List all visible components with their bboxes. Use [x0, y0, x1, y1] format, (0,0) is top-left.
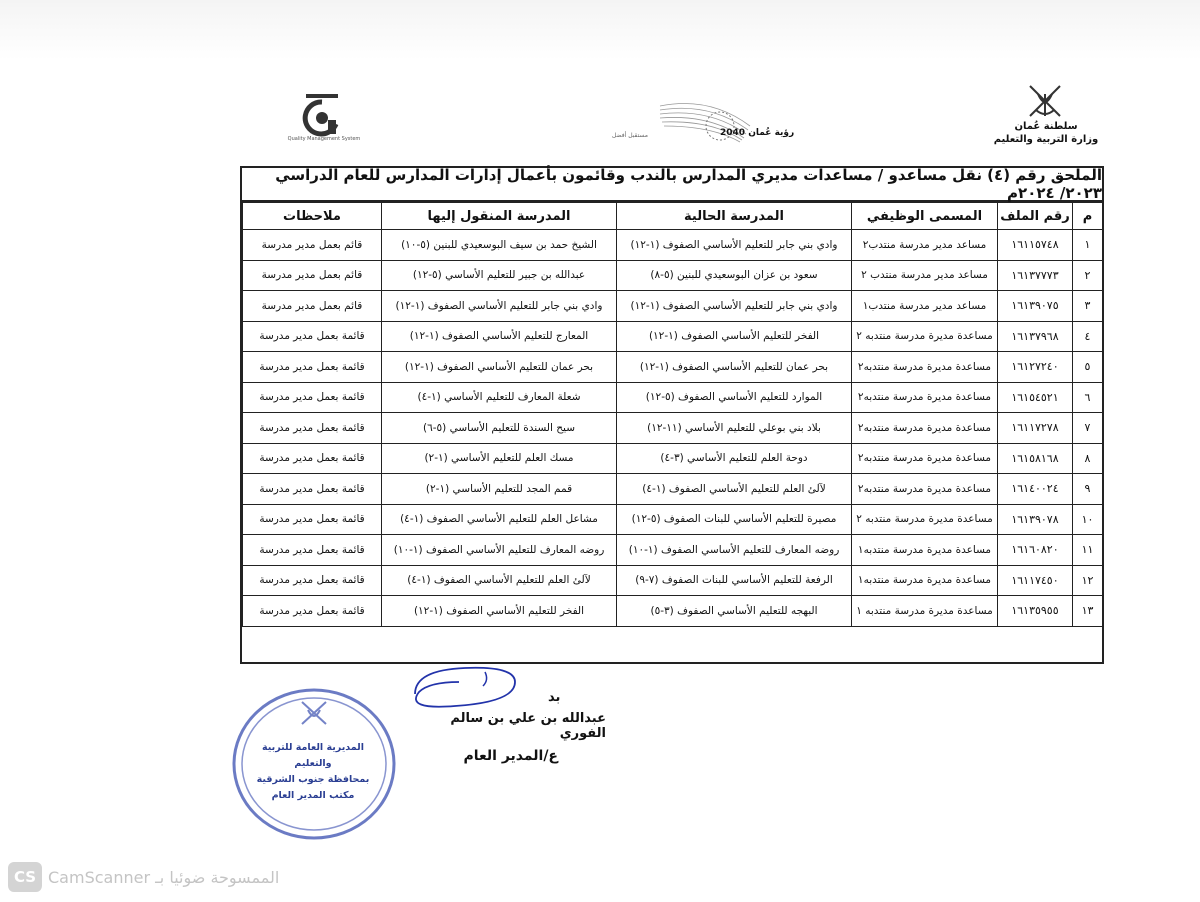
signatory-title: ع/المدير العام — [463, 748, 558, 764]
vision-2040-logo-icon — [600, 96, 800, 156]
cell-new-school: الشيخ حمد بن سيف البوسعيدي للبنين (٥-١٠) — [382, 230, 617, 261]
cell-index: ٧ — [1073, 413, 1103, 444]
table-header-row — [243, 203, 1103, 230]
cell-current-school: مصيرة للتعليم الأساسي للبنات الصفوف (٥-١٢) — [617, 504, 852, 535]
cell-current-school: الرفعة للتعليم الأساسي للبنات الصفوف (٧-٩) — [617, 565, 852, 596]
cell-new-school: وادي بني جابر للتعليم الأساسي الصفوف (١-١٢) — [382, 291, 617, 322]
cell-job-title: مساعدة مديرة مدرسة منتدبه١ — [852, 535, 998, 566]
cell-current-school: بلاد بني بوعلي للتعليم الأساسي (١١-١٢) — [617, 413, 852, 444]
cell-new-school: روضه المعارف للتعليم الأساسي الصفوف (١-١٠) — [382, 535, 617, 566]
cell-index: ١٢ — [1073, 565, 1103, 596]
cell-current-school: الفخر للتعليم الأساسي الصفوف (١-١٢) — [617, 321, 852, 352]
table-row — [243, 413, 1103, 444]
cell-index: ٥ — [1073, 352, 1103, 383]
table-row — [243, 230, 1103, 261]
cell-file-number: ١٦١٣٩٠٧٥ — [998, 291, 1073, 322]
table-row — [243, 504, 1103, 535]
cell-index: ٨ — [1073, 443, 1103, 474]
cell-current-school: وادي بني جابر للتعليم الأساسي الصفوف (١-١٢) — [617, 291, 852, 322]
cell-file-number: ١٦١٢٧٢٤٠ — [998, 352, 1073, 383]
cell-new-school: سيح السندة للتعليم الأساسي (٥-٦) — [382, 413, 617, 444]
stamp-line-2: بمحافظة جنوب الشرقية — [256, 774, 370, 785]
table-row — [243, 382, 1103, 413]
cell-new-school: قمم المجد للتعليم الأساسي (١-٢) — [382, 474, 617, 505]
cell-notes: قائمة بعمل مدير مدرسة — [243, 413, 382, 444]
cell-current-school: سعود بن عزان البوسعيدي للبنين (٥-٨) — [617, 260, 852, 291]
vision-title: رؤية عُمان 2040 — [720, 128, 795, 138]
cell-index: ١٠ — [1073, 504, 1103, 535]
table-title: الملحق رقم (٤) نقل مساعدو / مساعدات مديري المدارس بالندب وقائمون بأعمال إدارات المدارس للعام الدراسي ٢٠٢٣/ ٢٠٢٤م — [242, 168, 1102, 202]
stamp-line-1: المديرية العامة للتربية والتعليم — [262, 742, 364, 769]
cell-new-school: مشاعل العلم للتعليم الأساسي الصفوف (١-٤) — [382, 504, 617, 535]
cell-current-school: الموارد للتعليم الأساسي الصفوف (٥-١٢) — [617, 382, 852, 413]
table-row — [243, 474, 1103, 505]
cell-file-number: ١٦١١٥٧٤٨ — [998, 230, 1073, 261]
cell-job-title: مساعدة مديرة مدرسة منتدبه٢ — [852, 443, 998, 474]
col-header-file-number: رقم الملف — [998, 203, 1073, 230]
cell-file-number: ١٦١٦٠٨٢٠ — [998, 535, 1073, 566]
cell-notes: قائم بعمل مدير مدرسة — [243, 230, 382, 261]
cell-notes: قائم بعمل مدير مدرسة — [243, 291, 382, 322]
table-row — [243, 352, 1103, 383]
col-header-notes: ملاحظات — [243, 203, 382, 230]
ministry-line-2: وزارة التربية والتعليم — [993, 134, 1099, 145]
cell-current-school: البهجه للتعليم الأساسي الصفوف (٣-٥) — [617, 596, 852, 627]
table-row — [243, 565, 1103, 596]
cell-job-title: مساعد مدير مدرسة منتدب ٢ — [852, 260, 998, 291]
vision-subtitle: مستقبل أفضل — [612, 132, 648, 139]
col-header-index: م — [1073, 203, 1103, 230]
cell-job-title: مساعدة مديرة مدرسة منتدبه٢ — [852, 352, 998, 383]
qm-caption: Quality Management System — [287, 136, 361, 142]
cell-current-school: وادي بني جابر للتعليم الأساسي الصفوف (١-١٢) — [617, 230, 852, 261]
cell-current-school: دوحة العلم للتعليم الأساسي (٣-٤) — [617, 443, 852, 474]
cell-current-school: روضه المعارف للتعليم الأساسي الصفوف (١-١٠) — [617, 535, 852, 566]
cell-notes: قائمة بعمل مدير مدرسة — [243, 321, 382, 352]
cell-notes: قائمة بعمل مدير مدرسة — [243, 474, 382, 505]
cell-new-school: مسك العلم للتعليم الأساسي (١-٢) — [382, 443, 617, 474]
cell-notes: قائم بعمل مدير مدرسة — [243, 260, 382, 291]
cell-job-title: مساعدة مديرة مدرسة منتدبه ١ — [852, 596, 998, 627]
cell-job-title: مساعدة مديرة مدرسة منتدبه٢ — [852, 382, 998, 413]
cell-new-school: عبدالله بن جبير للتعليم الأساسي (٥-١٢) — [382, 260, 617, 291]
cell-job-title: مساعد مدير مدرسة منتدب٢ — [852, 230, 998, 261]
cell-job-title: مساعدة مديرة مدرسة منتدبه ٢ — [852, 504, 998, 535]
cell-index: ٩ — [1073, 474, 1103, 505]
cell-file-number: ١٦١٣٧٩٦٨ — [998, 321, 1073, 352]
cell-job-title: مساعدة مديرة مدرسة منتدبه١ — [852, 565, 998, 596]
cell-index: ١٣ — [1073, 596, 1103, 627]
table-row — [243, 443, 1103, 474]
table-row — [243, 535, 1103, 566]
cell-current-school: لآلئ العلم للتعليم الأساسي الصفوف (١-٤) — [617, 474, 852, 505]
cell-index: ١١ — [1073, 535, 1103, 566]
transfer-table-sheet — [240, 166, 1104, 664]
cell-file-number: ١٦١٤٠٠٢٤ — [998, 474, 1073, 505]
cell-notes: قائمة بعمل مدير مدرسة — [243, 504, 382, 535]
cell-notes: قائمة بعمل مدير مدرسة — [243, 596, 382, 627]
col-header-job-title: المسمى الوظيفي — [852, 203, 998, 230]
ministry-line-1: سلطنة عُمان — [1014, 121, 1078, 132]
col-header-current-school: المدرسة الحالية — [617, 203, 852, 230]
camscanner-watermark: الممسوحة ضوئيا بـ CamScanner — [48, 868, 280, 887]
cell-index: ٢ — [1073, 260, 1103, 291]
cell-notes: قائمة بعمل مدير مدرسة — [243, 565, 382, 596]
cell-notes: قائمة بعمل مدير مدرسة — [243, 352, 382, 383]
cell-job-title: مساعد مدير مدرسة منتدب١ — [852, 291, 998, 322]
cell-file-number: ١٦١٣٥٩٥٥ — [998, 596, 1073, 627]
table-row — [243, 596, 1103, 627]
cell-index: ٣ — [1073, 291, 1103, 322]
signature-prefix: بد — [548, 690, 561, 705]
cell-file-number: ١٦١٥٨١٦٨ — [998, 443, 1073, 474]
cell-index: ١ — [1073, 230, 1103, 261]
cell-new-school: المعارج للتعليم الأساسي الصفوف (١-١٢) — [382, 321, 617, 352]
cell-file-number: ١٦١٣٧٧٧٣ — [998, 260, 1073, 291]
cell-job-title: مساعدة مديرة مدرسة منتدبه ٢ — [852, 321, 998, 352]
cell-current-school: بحر عمان للتعليم الأساسي الصفوف (١-١٢) — [617, 352, 852, 383]
cell-new-school: الفخر للتعليم الأساسي الصفوف (١-١٢) — [382, 596, 617, 627]
table-row — [243, 260, 1103, 291]
cell-file-number: ١٦١٥٤٥٢١ — [998, 382, 1073, 413]
cell-file-number: ١٦١٣٩٠٧٨ — [998, 504, 1073, 535]
stamp-text — [246, 740, 380, 804]
transfer-table — [242, 202, 1103, 627]
table-row — [243, 291, 1103, 322]
cell-notes: قائمة بعمل مدير مدرسة — [243, 535, 382, 566]
cell-new-school: بحر عمان للتعليم الأساسي الصفوف (١-١٢) — [382, 352, 617, 383]
cell-file-number: ١٦١١٧٤٥٠ — [998, 565, 1073, 596]
cell-new-school: لآلئ العلم للتعليم الأساسي الصفوف (١-٤) — [382, 565, 617, 596]
cell-file-number: ١٦١١٧٢٧٨ — [998, 413, 1073, 444]
cell-job-title: مساعدة مديرة مدرسة منتدبه٢ — [852, 413, 998, 444]
cell-notes: قائمة بعمل مدير مدرسة — [243, 443, 382, 474]
table-row — [243, 321, 1103, 352]
cell-index: ٦ — [1073, 382, 1103, 413]
ministry-name — [988, 120, 1104, 146]
camscanner-logo-icon: CS — [8, 862, 42, 892]
stamp-line-3: مكتب المدير العام — [271, 790, 355, 801]
col-header-new-school: المدرسة المنقول إليها — [382, 203, 617, 230]
signatory-name: عبدالله بن علي بن سالم الفوري — [450, 711, 606, 741]
cell-index: ٤ — [1073, 321, 1103, 352]
cell-job-title: مساعدة مديرة مدرسة منتدبه٢ — [852, 474, 998, 505]
cell-new-school: شعلة المعارف للتعليم الأساسي (١-٤) — [382, 382, 617, 413]
cell-notes: قائمة بعمل مدير مدرسة — [243, 382, 382, 413]
